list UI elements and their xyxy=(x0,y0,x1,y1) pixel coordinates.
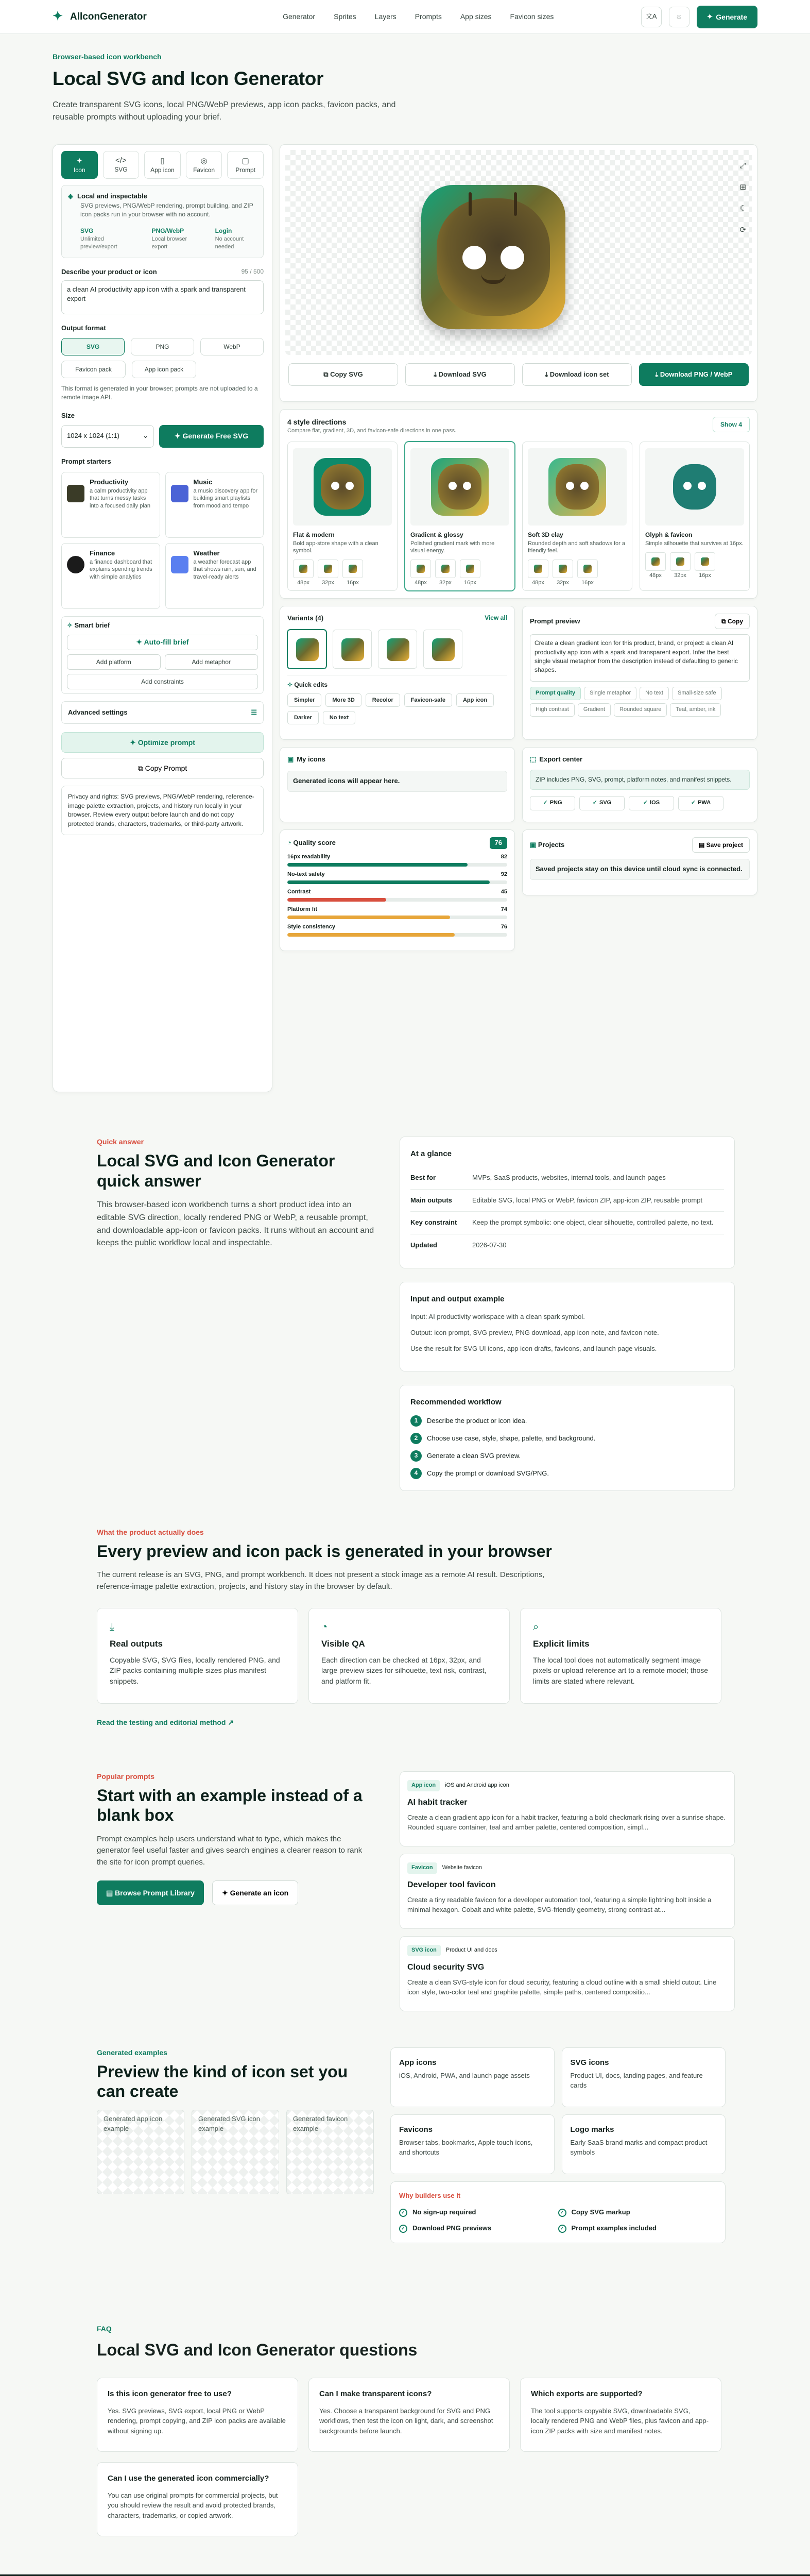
example-image: Generated app icon example xyxy=(97,2110,184,2194)
view-all-variants-link[interactable]: View all xyxy=(485,614,507,622)
popular-prompts-section xyxy=(0,1728,810,2011)
feature-card: ◔ Visible QA Each direction can be checked at 16px, 32px, and large preview sizes for silhouette, text risk, contrast, and platform fit. xyxy=(308,1608,510,1704)
example-type-card: SVG icons Product UI, docs, landing pages, and feature cards xyxy=(562,2047,726,2107)
quality-bar-fill xyxy=(287,916,450,919)
antenna-left xyxy=(469,192,472,216)
tab-svg[interactable]: </> SVG xyxy=(103,151,140,179)
prompt-example-card[interactable]: App icon iOS and Android app icon AI habit tracker Create a clean gradient app icon for a habit tracker, featuring a bold checkmark rising over a sunrise shape. Rounded square container, teal and amber palette, centered composition, simpl... xyxy=(400,1771,735,1846)
workbench xyxy=(53,144,757,1092)
download-icon: ⤓ xyxy=(655,370,660,378)
workflow-step: 2 Choose use case, style, shape, palette, and background. xyxy=(410,1433,724,1444)
quality-score-value: 76 xyxy=(490,837,507,849)
direction-face xyxy=(556,464,599,510)
book-icon: ▤ xyxy=(106,1888,115,1897)
wand-icon: ✧ xyxy=(67,621,75,629)
prompt-starters-label: Prompt starters xyxy=(61,457,111,465)
copy-icon: ⧉ xyxy=(721,617,728,625)
prompt-example-card[interactable]: SVG icon Product UI and docs Cloud security SVG Create a clean SVG-style icon for cloud security, featuring a cloud outline with a small shield cutout. Line icon style, two-color teal and graphite palette, simple paths, centered compositio... xyxy=(400,1936,735,2011)
quality-row xyxy=(287,853,507,867)
directions-title: 4 style directions xyxy=(287,417,347,426)
prompt-tag: High contrast xyxy=(530,703,575,717)
eye-left xyxy=(462,246,486,269)
workflow-step: 3 Generate a clean SVG preview. xyxy=(410,1450,724,1462)
direction-flat-modern[interactable]: Flat & modern Bold app-store shape with a clean symbol. 48px 32px 16px xyxy=(287,442,398,591)
nav-app-sizes[interactable]: App sizes xyxy=(460,12,492,21)
sparkle-icon: ✦ xyxy=(174,432,183,440)
direction-icon xyxy=(548,458,606,516)
language-button[interactable]: 文A xyxy=(641,7,662,27)
quick-answer-eyebrow: Quick answer xyxy=(97,1137,144,1146)
variant-thumb[interactable] xyxy=(287,630,326,669)
prompt-tag: Prompt quality xyxy=(530,687,581,700)
add-metaphor-button[interactable]: Add metaphor xyxy=(165,654,258,670)
nav-prompts[interactable]: Prompts xyxy=(415,12,442,21)
why-item: ✓ Copy SVG markup xyxy=(558,2208,717,2217)
section-title: Start with an example instead of a blank box xyxy=(97,1786,363,1825)
quality-value: 76 xyxy=(501,923,507,930)
nav-generator[interactable]: Generator xyxy=(283,12,316,21)
download-icon-set-button[interactable]: ⤓ Download icon set xyxy=(522,363,632,386)
export-png-tag[interactable]: ✓ PNG xyxy=(530,796,575,810)
quality-label: Platform fit xyxy=(287,906,318,912)
add-constraints-button[interactable]: Add constraints xyxy=(67,674,258,689)
hero-description: Create transparent SVG icons, local PNG/WebP previews, app icon packs, favicon packs, and reusable prompts without uploading your brief. xyxy=(53,100,396,122)
prompt-tag: Teal, amber, ink xyxy=(670,703,721,717)
size-chips: 48px 32px 16px xyxy=(293,560,392,586)
quality-bar xyxy=(287,898,507,902)
check-icon: ✓ xyxy=(558,2225,566,2233)
what-it-does-section xyxy=(0,1491,810,1727)
quality-bar xyxy=(287,933,507,937)
direction-preview xyxy=(645,448,744,526)
quality-bar-fill xyxy=(287,880,490,884)
variant-thumb[interactable] xyxy=(333,630,372,669)
shield-icon: ◈ xyxy=(68,192,73,200)
output-format-label: Output format xyxy=(61,324,106,332)
export-description: ZIP includes PNG, SVG, prompt, platform notes, and manifest snippets. xyxy=(530,770,750,790)
direction-face xyxy=(673,464,716,510)
example-type-card: App icons iOS, Android, PWA, and launch page assets xyxy=(390,2047,555,2107)
faq-item: Can I make transparent icons? Yes. Choose a transparent background for SVG and PNG workflows, then test the icon on light, dark, and screenshot backgrounds before launch. xyxy=(308,2378,510,2452)
format-svg-button[interactable]: SVG xyxy=(61,338,125,355)
quality-bar xyxy=(287,880,507,884)
chat-icon: ▢ xyxy=(242,156,249,165)
section-eyebrow: What the product actually does xyxy=(97,1528,204,1537)
generate-icon-button[interactable]: ✦ Generate an icon xyxy=(212,1880,298,1905)
description-textarea[interactable]: a clean AI productivity app icon with a spark and transparent export xyxy=(61,280,264,314)
workflow-step: 1 Describe the product or icon idea. xyxy=(410,1415,724,1427)
copy-icon: ⧉ xyxy=(137,764,145,772)
download-png-webp-button[interactable]: ⤓ Download PNG / WebP xyxy=(639,363,749,386)
quality-value: 82 xyxy=(501,854,507,860)
glance-row: Main outputs Editable SVG, local PNG or WebP, favicon ZIP, app-icon ZIP, reusable prompt xyxy=(410,1190,724,1212)
advanced-settings-toggle[interactable]: Advanced settings ☰ xyxy=(61,701,264,724)
example-image: Generated SVG icon example xyxy=(192,2110,279,2194)
main-nav xyxy=(234,11,554,22)
size-chips: 48px 32px 16px xyxy=(645,552,744,579)
quality-bar-fill xyxy=(287,898,386,902)
icon-canvas xyxy=(280,144,757,402)
quality-bar xyxy=(287,863,507,867)
quality-row xyxy=(287,871,507,884)
privacy-note: Privacy and rights: SVG previews, PNG/WebP rendering, reference-image palette extraction, projects, and history run locally in your browser. Review every output before launch and do not copy protected brands, characters, trademarks, or third-party artwork. xyxy=(61,786,264,835)
starter-weather[interactable]: Weather a weather forecast app that shows rain, sun, and travel-ready alerts xyxy=(165,543,264,609)
copy-svg-button[interactable]: ⧉ Copy SVG xyxy=(288,363,398,386)
refresh-icon[interactable]: ⟳ xyxy=(739,226,747,235)
quality-value: 45 xyxy=(501,888,507,895)
download-icon: ⤓ xyxy=(110,1621,114,1633)
quality-label: 16px readability xyxy=(287,854,331,860)
transparent-canvas xyxy=(285,150,752,355)
grid-icon[interactable]: ⊞ xyxy=(739,182,747,192)
glance-row: Key constraint Keep the prompt symbolic: one object, clear silhouette, controlled palette, no text. xyxy=(410,1212,724,1234)
quick-answer-title: Local SVG and Icon Generator quick answer xyxy=(97,1151,335,1190)
scan-icon: ⌕ xyxy=(533,1621,539,1633)
tab-prompt[interactable]: ▢ Prompt xyxy=(227,151,264,179)
app-icon-pack-button[interactable]: App icon pack xyxy=(132,361,196,378)
quick-no-text[interactable]: No text xyxy=(323,711,355,724)
code-icon: </> xyxy=(115,156,127,165)
quality-label: Style consistency xyxy=(287,923,335,930)
copy-prompt-preview-button[interactable]: ⧉ Copy xyxy=(715,614,750,629)
header-generate-button[interactable]: ✦ Generate xyxy=(697,6,757,28)
prompt-tag: Rounded square xyxy=(614,703,667,717)
direction-preview xyxy=(528,448,627,526)
why-builders-box: Why builders use it ✓ No sign-up required ✓ Copy SVG markup ✓ Download PNG previews ✓ Prompt examples included xyxy=(390,2181,726,2244)
hero xyxy=(0,34,810,124)
copy-prompt-button[interactable]: ⧉ Copy Prompt xyxy=(61,758,264,778)
auto-fill-brief-button[interactable]: ✦ Auto-fill brief xyxy=(67,635,258,650)
section-eyebrow: Popular prompts xyxy=(97,1772,155,1781)
direction-icon xyxy=(431,458,489,516)
check-icon: ✓ xyxy=(399,2209,407,2217)
finance-icon xyxy=(67,556,84,573)
style-directions xyxy=(280,409,757,599)
local-svg-info: SVG Unlimited preview/export xyxy=(80,227,117,250)
faq-item: Is this icon generator free to use? Yes. SVG previews, SVG export, local PNG or WebP rendering, prompt copying, and ZIP icon packs are available without signing up. xyxy=(97,2378,298,2452)
direction-face xyxy=(321,464,364,510)
quality-row xyxy=(287,906,507,919)
prompt-starters xyxy=(61,472,264,609)
quick-answer-section xyxy=(0,1092,810,1491)
format-png-button[interactable]: PNG xyxy=(131,338,194,355)
copy-icon: ⧉ xyxy=(323,370,331,378)
local-login-info: Login No account needed xyxy=(215,227,244,250)
page-title: Local SVG and Icon Generator xyxy=(53,68,324,90)
section-description: Prompt examples help users understand what to type, which makes the generator feel useful faster and gives search engines a clearer reason to rank the site for icon prompt queries. xyxy=(97,1834,363,1867)
starter-music[interactable]: Music a music discovery app for building smart playlists from mood and tempo xyxy=(165,472,264,538)
local-info-text: SVG previews, PNG/WebP rendering, prompt building, and ZIP icon packs run in your browser with no account. xyxy=(80,201,253,218)
size-label: Size xyxy=(61,412,75,420)
icon-face xyxy=(437,198,550,316)
local-info-box: ◈ Local and inspectable SVG previews, PNG/WebP rendering, prompt building, and ZIP icon packs run in your browser with no account. SVG Unlimited preview/export PNG/WebP Local browser export Login No account needed xyxy=(61,185,264,258)
prompt-example-card[interactable]: Favicon Website favicon Developer tool favicon Create a tiny readable favicon for a developer automation tool, featuring a simple lightning bolt inside a minimal hexagon. Cobalt and white palette, SVG-friendly geometry, strong contrast at... xyxy=(400,1854,735,1929)
direction-preview xyxy=(410,448,509,526)
export-actions xyxy=(285,363,752,386)
prompt-tag: Gradient xyxy=(578,703,611,717)
starter-finance[interactable]: Finance a finance dashboard that explains spending trends with simple analytics xyxy=(61,543,160,609)
feature-card: ⌕ Explicit limits The local tool does not automatically segment image pixels or upload reference art to a remote model; those limits are stated where relevant. xyxy=(520,1608,721,1704)
smile xyxy=(481,274,506,284)
direction-face xyxy=(438,464,481,510)
external-link-icon: ↗ xyxy=(228,1718,234,1727)
projects-panel: ▣ Projects ▤ Save project Saved projects stay on this device until cloud sync is connected. xyxy=(522,829,757,895)
canvas-tools xyxy=(740,160,747,236)
size-chips: 48px 32px 16px xyxy=(528,560,627,586)
control-panel xyxy=(53,144,272,1092)
local-png-info: PNG/WebP Local browser export xyxy=(151,227,187,250)
direction-preview xyxy=(293,448,392,526)
describe-label: Describe your product or icon 95 / 500 xyxy=(61,267,264,277)
check-icon: ✓ xyxy=(592,799,597,806)
quick-recolor[interactable]: Recolor xyxy=(366,693,400,707)
sparkle-icon: ✦ xyxy=(136,638,144,647)
format-note: This format is generated in your browser; prompts are not uploaded to a remote image API. xyxy=(61,385,258,401)
check-icon: ✓ xyxy=(691,799,696,806)
sparkle-icon: ✦ xyxy=(221,1888,230,1897)
io-example-box: Input and output example Input: AI productivity workspace with a clean spark symbol. Output: icon prompt, SVG preview, PNG download, app icon note, and favicon note. Use the result for SVG UI icons, app icon drafts, favicons, and launch page visuals. xyxy=(400,1282,735,1371)
package-icon: ⬚ xyxy=(530,755,537,764)
nav-layers[interactable]: Layers xyxy=(374,12,397,21)
download-icon: ⤓ xyxy=(434,370,439,378)
quick-favicon-safe[interactable]: Favicon-safe xyxy=(404,693,452,707)
export-svg-tag[interactable]: ✓ SVG xyxy=(579,796,625,810)
expand-icon[interactable]: ⤢ xyxy=(739,161,746,170)
at-a-glance-box: At a glance Best for MVPs, SaaS products, websites, internal tools, and launch pages Main outputs Editable SVG, local PNG or WebP, favicon ZIP, app-icon ZIP, reusable prompt Key constraint Keep the prompt symbolic: one object, clear silhouette, controlled palette, no text. Updated 2026-07-30 xyxy=(400,1137,735,1268)
glance-row: Updated 2026-07-30 xyxy=(410,1241,507,1249)
theme-toggle-button[interactable] xyxy=(669,7,690,27)
quality-score-panel: ◔ Quality score 76 16px readability 82 No-text safety 92 Contrast 45 Platform fit 74 Style consistency 76 xyxy=(280,829,515,951)
favicon-pack-button[interactable]: Favicon pack xyxy=(61,361,126,378)
moon-icon[interactable]: ☾ xyxy=(739,204,747,213)
faq-item: Which exports are supported? The tool supports copyable SVG, downloadable SVG, locally rendered PNG and WebP files, plus favicon and app-icon ZIP packs with size and manifest notes. xyxy=(520,2378,721,2452)
glance-row: Best for MVPs, SaaS products, websites, internal tools, and launch pages xyxy=(410,1167,724,1190)
folder-icon: ▣ xyxy=(287,755,294,764)
logo-icon: ✦ xyxy=(53,9,63,24)
weather-icon xyxy=(171,556,188,573)
section-title: Local SVG and Icon Generator questions xyxy=(97,2341,418,2360)
download-svg-button[interactable]: ⤓ Download SVG xyxy=(405,363,515,386)
sliders-icon: ☰ xyxy=(251,708,257,716)
direction-icon xyxy=(666,458,723,516)
icon-tab-icon: ✦ xyxy=(76,156,83,165)
browse-prompt-library-button[interactable]: ▤ Browse Prompt Library xyxy=(97,1880,204,1905)
direction-soft-3d-clay[interactable]: Soft 3D clay Rounded depth and soft shadows for a friendly feel. 48px 32px 16px xyxy=(522,442,632,591)
check-icon: ✓ xyxy=(543,799,548,806)
quality-bar-fill xyxy=(287,863,468,867)
size-chips: 48px 32px 16px xyxy=(410,560,509,586)
quality-value: 74 xyxy=(501,906,507,912)
tab-icon[interactable]: ✦ Icon xyxy=(61,151,98,179)
generated-icon-preview xyxy=(421,185,565,329)
save-project-button[interactable]: ▤ Save project xyxy=(692,837,750,853)
antenna-right xyxy=(514,192,517,216)
faq-section xyxy=(0,2290,810,2536)
directions-subtitle: Compare flat, gradient, 3D, and favicon-safe directions in one pass. xyxy=(287,428,457,434)
prompt-tag: Small-size safe xyxy=(672,687,722,700)
why-item: ✓ Prompt examples included xyxy=(558,2224,717,2233)
quality-rows xyxy=(287,853,507,937)
example-type-card: Logo marks Early SaaS brand marks and compact product symbols xyxy=(562,2114,726,2174)
music-icon xyxy=(171,485,188,502)
sparkle-icon: ✦ xyxy=(130,738,138,747)
section-eyebrow: FAQ xyxy=(97,2325,112,2333)
quick-darker[interactable]: Darker xyxy=(287,711,319,724)
brand-logo[interactable]: ✦ AllconGenerator xyxy=(53,9,147,24)
format-webp-button[interactable]: WebP xyxy=(200,338,264,355)
quick-edits-title: ✧ Quick edits xyxy=(287,675,507,689)
quality-row xyxy=(287,923,507,937)
my-icons-empty: Generated icons will appear here. xyxy=(287,771,507,792)
quick-simpler[interactable]: Simpler xyxy=(287,693,321,707)
show-directions-button[interactable]: Show 4 xyxy=(713,417,750,432)
export-center-panel: ⬚ Export center ZIP includes PNG, SVG, prompt, platform notes, and manifest snippets. ✓ PNG ✓ SVG ✓ iOS ✓ PWA xyxy=(522,747,757,822)
workflow-step: 4 Copy the prompt or download SVG/PNG. xyxy=(410,1468,724,1479)
variant-thumb[interactable] xyxy=(423,630,462,669)
export-ios-tag[interactable]: ✓ iOS xyxy=(629,796,674,810)
example-image: Generated favicon example xyxy=(286,2110,374,2194)
feature-card: ⤓ Real outputs Copyable SVG, SVG files, locally rendered PNG, and ZIP packs containing multiple sizes plus manifest snippets. xyxy=(97,1608,298,1704)
sun-icon: ☼ xyxy=(676,12,682,21)
section-description: The current release is an SVG, PNG, and prompt workbench. It does not present a stock image as a remote AI result. Descriptions, reference-image palette extraction, projects, and history stay in the browser by default. xyxy=(97,1570,545,1591)
quality-label: Contrast xyxy=(287,888,311,895)
check-icon: ✓ xyxy=(399,2225,407,2233)
faq-item: Can I use the generated icon commercially? You can use original prompts for commercial projects, but you should review the result and avoid protected brands, characters, trademarks, or copied artwork. xyxy=(97,2462,298,2536)
why-item: ✓ No sign-up required xyxy=(399,2208,558,2217)
starter-productivity[interactable]: Productivity a calm productivity app that turns messy tasks into a focused daily plan xyxy=(61,472,160,538)
projects-note: Saved projects stay on this device until cloud sync is connected. xyxy=(530,859,750,880)
chevron-down-icon: ⌄ xyxy=(143,432,148,440)
add-platform-button[interactable]: Add platform xyxy=(67,654,161,670)
testing-method-link[interactable]: Read the testing and editorial method ↗ xyxy=(97,1718,234,1727)
wand-icon: ✧ xyxy=(287,681,295,689)
smart-brief: ✧ Smart brief ✦ Auto-fill brief Add platform Add metaphor Add constraints xyxy=(61,616,264,694)
prompt-preview-text[interactable]: Create a clean gradient icon for this product, brand, or project: a clean AI productivity app icon with a spark and transparent export. Infer the best single visual metaphor from the description instead of defaulting to generic shapes. xyxy=(530,634,750,682)
hero-eyebrow: Browser-based icon workbench xyxy=(53,53,162,61)
quick-app-icon[interactable]: App icon xyxy=(456,693,494,707)
preview-area xyxy=(280,144,757,1092)
export-pwa-tag[interactable]: ✓ PWA xyxy=(678,796,723,810)
quality-row xyxy=(287,888,507,902)
sparkle-icon: ✦ xyxy=(706,12,713,21)
section-title: Every preview and icon pack is generated in your browser xyxy=(97,1542,552,1561)
direction-icon xyxy=(314,458,371,516)
quality-bar xyxy=(287,916,507,919)
prompt-preview-panel: Prompt preview ⧉ Copy Create a clean gradient icon for this product, brand, or project: a clean AI productivity app icon with a spark and transparent export. Infer the best single visual metaphor from the description instead of defaulting to generic shapes. Prompt quality Single metaphor No text Small-size safe High contrast Gradient Rounded square Teal, amber, ink xyxy=(522,606,757,740)
tab-app-icon[interactable]: ▯ App icon xyxy=(144,151,181,179)
section-title: Preview the kind of icon set you can create xyxy=(97,2062,348,2101)
quality-label: No-text safety xyxy=(287,871,325,877)
tab-favicon[interactable]: ◎ Favicon xyxy=(186,151,222,179)
gauge-icon: ◔ xyxy=(287,839,294,847)
char-count: 95 / 500 xyxy=(241,267,264,275)
direction-glyph-favicon[interactable]: Glyph & favicon Simple silhouette that survives at 16px. 48px 32px 16px xyxy=(640,442,750,591)
my-icons-panel: ▣ My icons Generated icons will appear here. xyxy=(280,747,515,822)
nav-favicon-sizes[interactable]: Favicon sizes xyxy=(510,12,554,21)
quick-answer-text: This browser-based icon workbench turns a short product idea into an editable SVG direction, locally rendered PNG or WebP, a reusable prompt, and downloadable app-icon or favicon packs. It runs without an account and keeps the public workflow local and inspectable. xyxy=(97,1200,374,1248)
check-icon: ✓ xyxy=(558,2209,566,2217)
quality-value: 92 xyxy=(501,871,507,877)
phone-icon: ▯ xyxy=(160,156,165,165)
variants-panel: Variants (4) View all ✧ Quick edits Simpler More 3D Recolor Favicon-safe App icon Darker No text xyxy=(280,606,515,740)
quick-more-3d[interactable]: More 3D xyxy=(325,693,361,707)
optimize-prompt-button[interactable]: ✦ Optimize prompt xyxy=(61,732,264,753)
download-icon: ⤓ xyxy=(545,370,550,378)
mode-tabs xyxy=(61,151,264,179)
check-icon: ✓ xyxy=(643,799,648,806)
save-icon: ▤ xyxy=(698,841,706,849)
workflow-box: Recommended workflow 1 Describe the product or icon idea. 2 Choose use case, style, shape, palette, and background. 3 Generate a clean SVG preview. 4 Copy the prompt or download SVG/PNG. xyxy=(400,1385,735,1491)
generate-free-svg-button[interactable]: ✦ Generate Free SVG xyxy=(159,425,264,448)
productivity-icon xyxy=(67,485,84,502)
generated-examples-section xyxy=(0,2011,810,2244)
variant-thumb[interactable] xyxy=(378,630,417,669)
folder-icon: ▣ xyxy=(530,840,538,849)
section-eyebrow: Generated examples xyxy=(97,2048,167,2057)
prompt-tag: Single metaphor xyxy=(584,687,636,700)
example-type-card: Favicons Browser tabs, bookmarks, Apple touch icons, and shortcuts xyxy=(390,2114,555,2174)
why-item: ✓ Download PNG previews xyxy=(399,2224,558,2233)
direction-gradient-glossy[interactable]: Gradient & glossy Polished gradient mark with more visual energy. 48px 32px 16px xyxy=(405,442,515,591)
globe-icon: ◎ xyxy=(200,156,208,165)
size-select[interactable]: 1024 x 1024 (1:1) ⌄ xyxy=(61,425,154,448)
gauge-icon: ◔ xyxy=(321,1621,328,1633)
quality-bar-fill xyxy=(287,933,455,937)
eye-right xyxy=(501,246,524,269)
top-navigation xyxy=(0,0,810,34)
prompt-tag: No text xyxy=(640,687,669,700)
nav-sprites[interactable]: Sprites xyxy=(334,12,356,21)
